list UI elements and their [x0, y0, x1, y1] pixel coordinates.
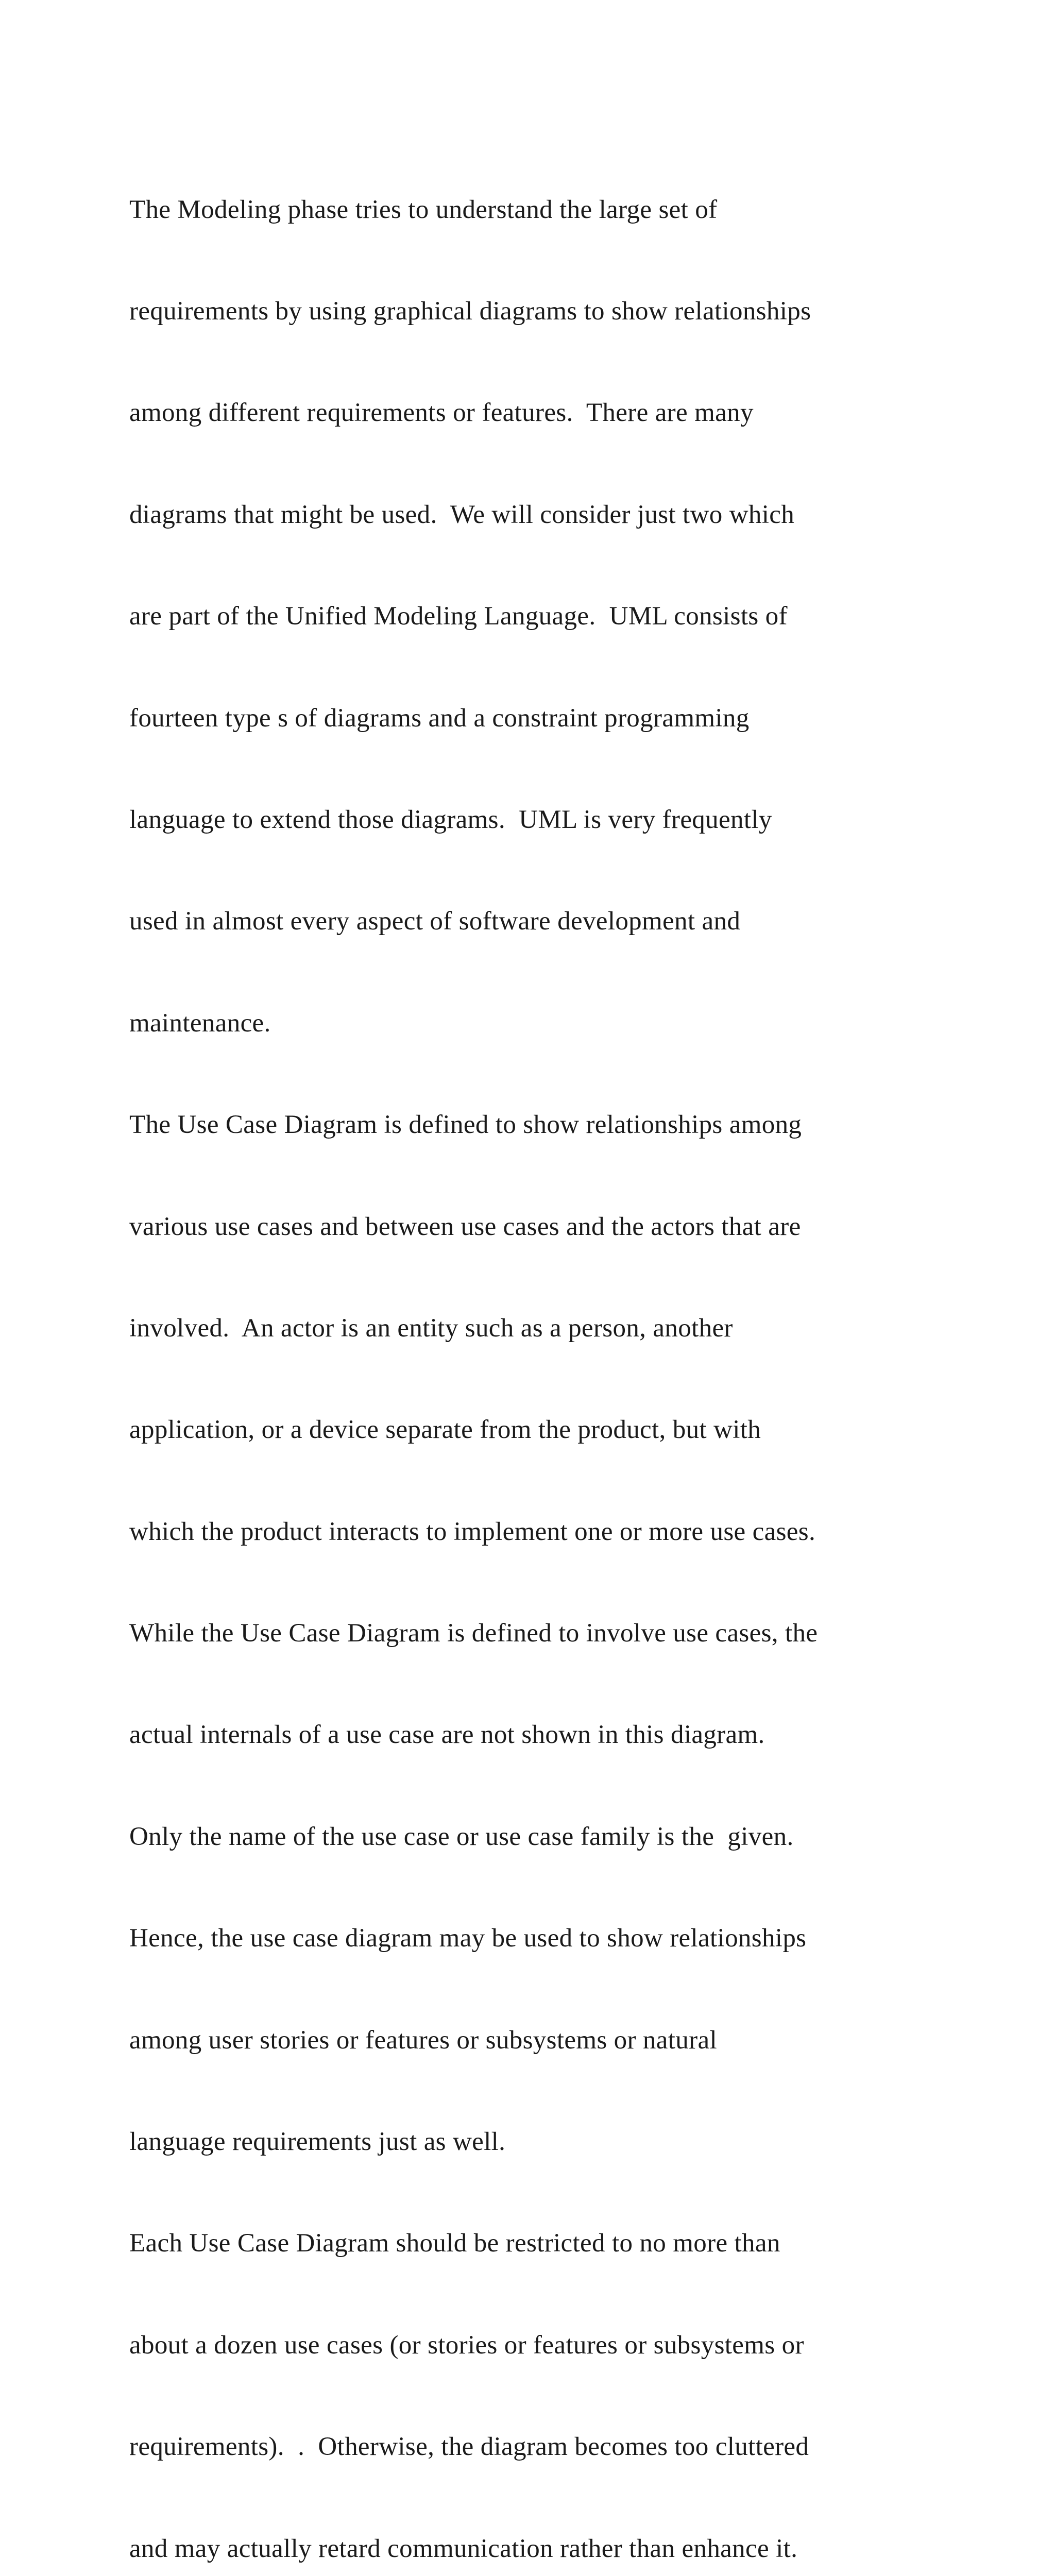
- text-line: The Modeling phase tries to understand the large set of: [129, 195, 718, 224]
- text-line: While the Use Case Diagram is defined to involve use cases, the: [129, 1619, 818, 1648]
- text-line: The Use Case Diagram is defined to show relationships among: [129, 1110, 802, 1140]
- text-line: language requirements just as well.: [129, 2127, 506, 2157]
- text-line: requirements by using graphical diagrams to show relationships: [129, 296, 811, 326]
- text-line: maintenance.: [129, 1008, 271, 1038]
- text-line: language to extend those diagrams. UML is very frequently: [129, 805, 772, 834]
- document-body: [129, 125, 1005, 2576]
- text-line: used in almost every aspect of software development and: [129, 907, 741, 936]
- text-line: diagrams that might be used. We will consider just two which: [129, 500, 795, 529]
- text-line: among different requirements or features. There are many: [129, 398, 754, 428]
- text-line: Hence, the use case diagram may be used to show relationships: [129, 1924, 807, 1953]
- text-line: fourteen type s of diagrams and a constraint programming: [129, 703, 750, 733]
- text-line: Only the name of the use case or use case family is the given.: [129, 1822, 794, 1851]
- text-line: Each Use Case Diagram should be restricted to no more than: [129, 2229, 780, 2258]
- text-line: among user stories or features or subsystems or natural: [129, 2025, 717, 2055]
- text-line: involved. An actor is an entity such as a person, another: [129, 1313, 733, 1343]
- text-line: requirements). . Otherwise, the diagram becomes too cluttered: [129, 2432, 809, 2462]
- text-line: about a dozen use cases (or stories or features or subsystems or: [129, 2330, 804, 2360]
- text-line: which the product interacts to implement one or more use cases.: [129, 1517, 816, 1546]
- text-line: and may actually retard communication rather than enhance it.: [129, 2534, 798, 2563]
- text-line: various use cases and between use cases and the actors that are: [129, 1212, 801, 1241]
- text-line: application, or a device separate from the product, but with: [129, 1415, 761, 1445]
- text-line: are part of the Unified Modeling Language. UML consists of: [129, 602, 788, 631]
- text-line: actual internals of a use case are not shown in this diagram.: [129, 1720, 765, 1750]
